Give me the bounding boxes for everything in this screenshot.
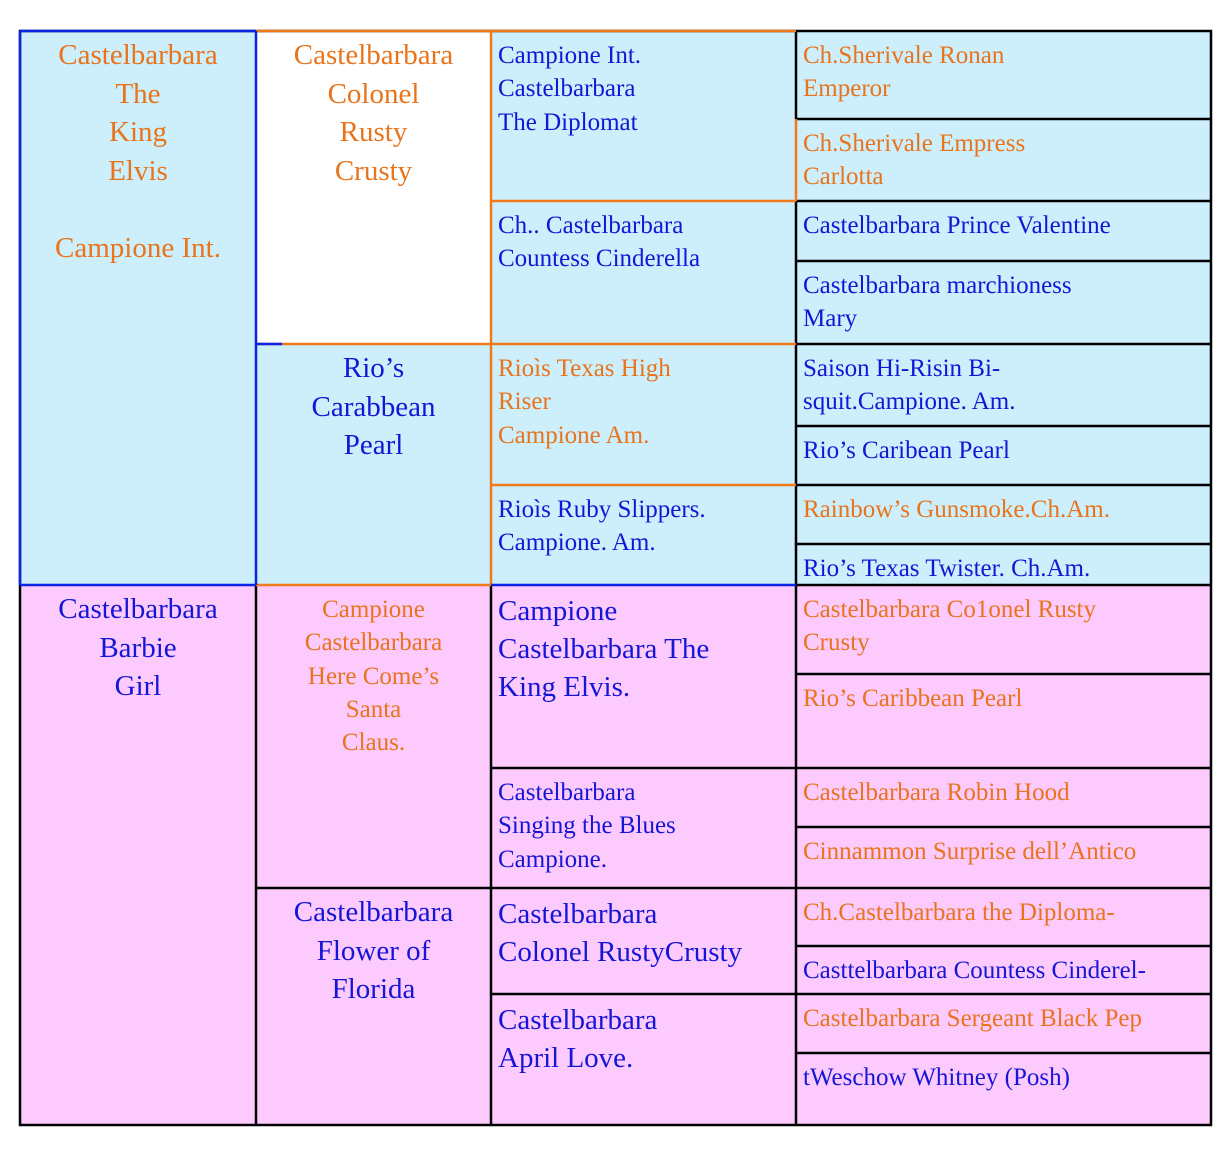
dam-cell: Castelbarbara Barbie Girl xyxy=(20,585,256,1125)
gen4-cell-15: Castelbarbara Sergeant Black Pep xyxy=(796,994,1211,1053)
gen4-cell-10: Rio’s Caribbean Pearl xyxy=(796,674,1211,768)
gen3-cell-2: Ch.. Castelbarbara Countess Cinderella xyxy=(491,201,796,344)
gen4-cell-13: Ch.Castelbarbara the Diploma- xyxy=(796,888,1211,946)
dam-sire-cell: Campione Castelbarbara Here Come’s Santa Claus. xyxy=(256,585,491,888)
sire-sire-cell: Castelbarbara Colonel Rusty Crusty xyxy=(256,31,491,344)
gen3-cell-4: Rioìs Ruby Slippers. Campione. Am. xyxy=(491,485,796,585)
gen4-cell-8: Rio’s Texas Twister. Ch.Am. xyxy=(796,544,1211,585)
gen3-cell-8: Castelbarbara April Love. xyxy=(491,994,796,1125)
gen3-cell-7: Castelbarbara Colonel RustyCrusty xyxy=(491,888,796,994)
gen3-cell-3: Rioìs Texas High Riser Campione Am. xyxy=(491,344,796,485)
sire-cell: Castelbarbara The King Elvis Campione Int. xyxy=(20,31,256,585)
gen4-cell-4: Castelbarbara marchioness Mary xyxy=(796,261,1211,344)
gen4-cell-6: Rio’s Caribean Pearl xyxy=(796,426,1211,485)
gen4-cell-11: Castelbarbara Robin Hood xyxy=(796,768,1211,827)
gen3-cell-6: Castelbarbara Singing the Blues Campione. xyxy=(491,768,796,888)
gen4-cell-5: Saison Hi-Risin Bi- squit.Campione. Am. xyxy=(796,344,1211,426)
gen4-cell-16: tWeschow Whitney (Posh) xyxy=(796,1053,1211,1125)
gen4-cell-12: Cinnammon Surprise dell’Antico xyxy=(796,827,1211,888)
gen3-cell-1: Campione Int. Castelbarbara The Diplomat xyxy=(491,31,796,201)
gen4-cell-7: Rainbow’s Gunsmoke.Ch.Am. xyxy=(796,485,1211,544)
gen4-cell-14: Casttelbarbara Countess Cinderel- xyxy=(796,946,1211,994)
gen4-cell-2: Ch.Sherivale Empress Carlotta xyxy=(796,119,1211,201)
gen3-cell-5: Campione Castelbarbara The King Elvis. xyxy=(491,585,796,768)
sire-dam-cell: Rio’s Carabbean Pearl xyxy=(256,344,491,585)
gen4-cell-9: Castelbarbara Co1onel Rusty Crusty xyxy=(796,585,1211,674)
gen4-cell-3: Castelbarbara Prince Valentine xyxy=(796,201,1211,261)
dam-dam-cell: Castelbarbara Flower of Florida xyxy=(256,888,491,1125)
gen4-cell-1: Ch.Sherivale Ronan Emperor xyxy=(796,31,1211,119)
